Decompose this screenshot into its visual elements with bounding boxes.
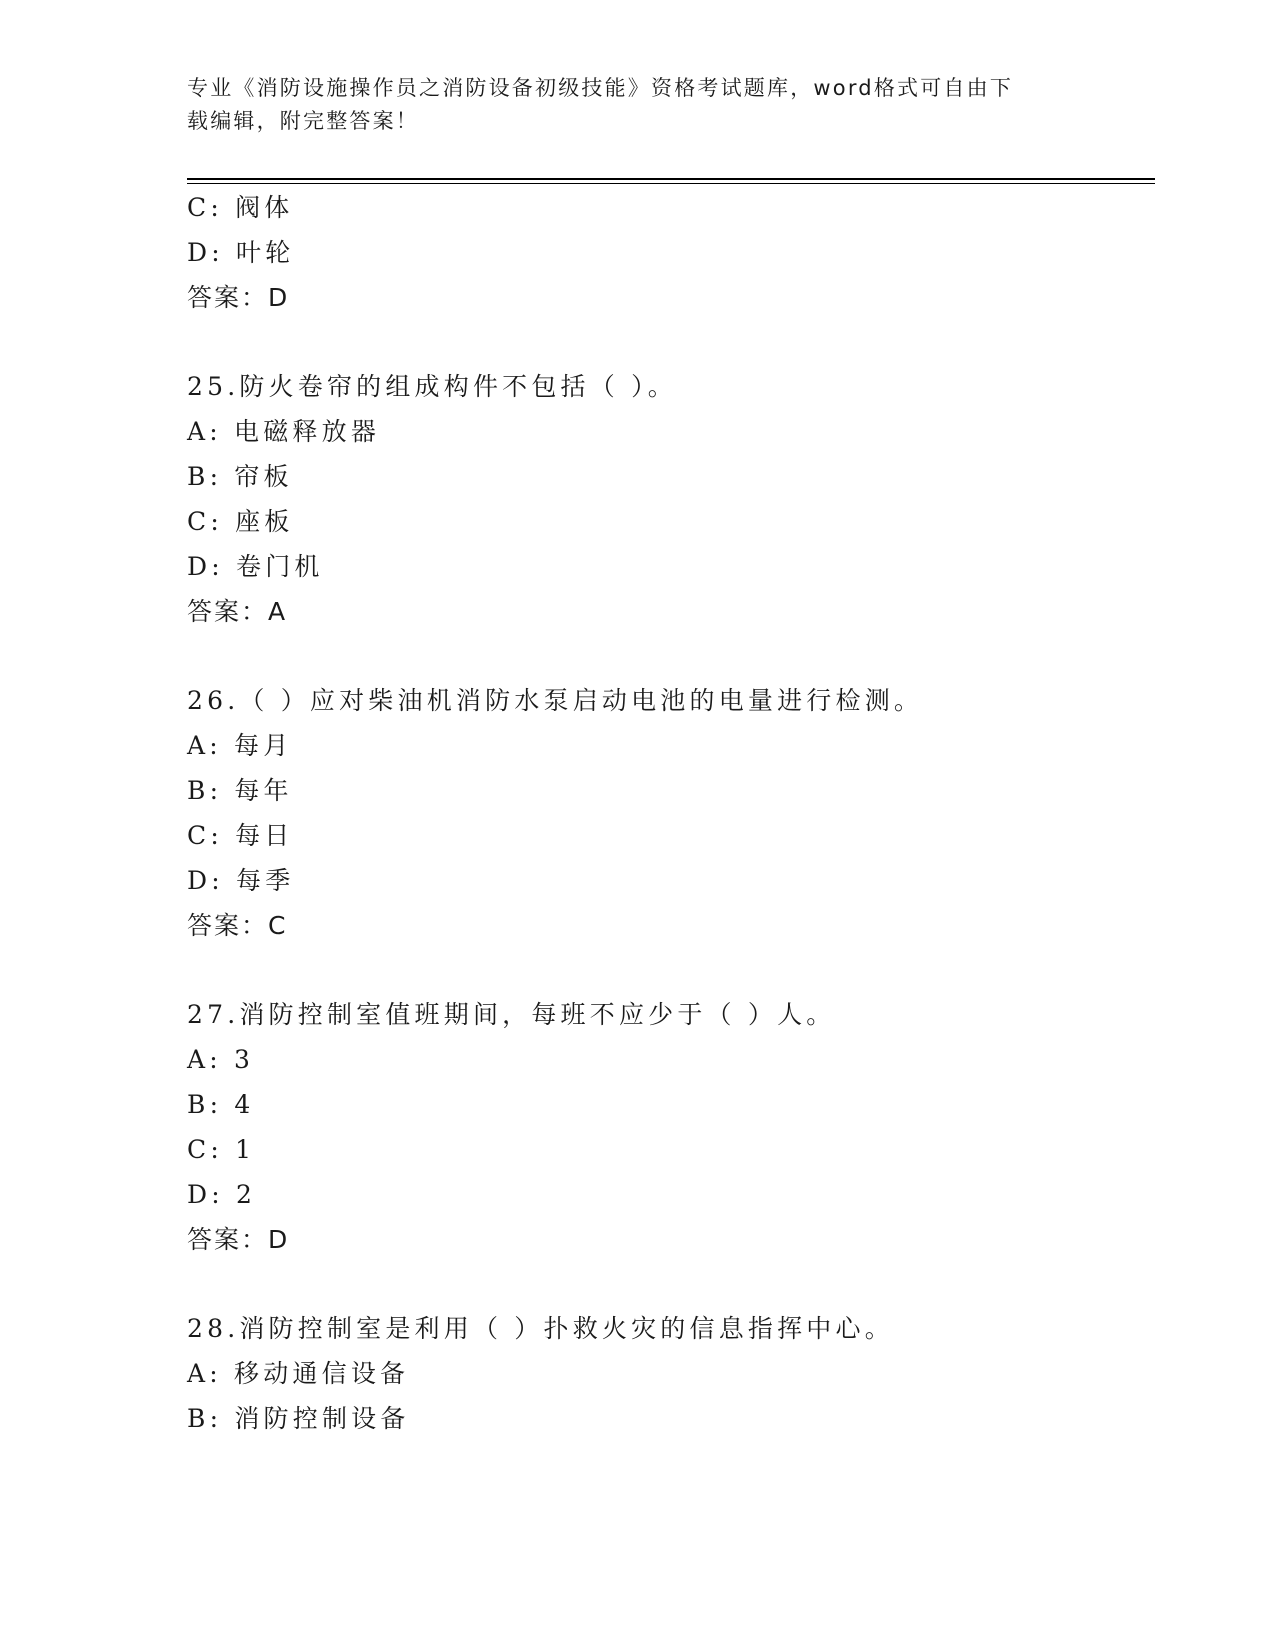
header-rule-thick <box>187 178 1155 180</box>
option-line: A: 移动通信设备 <box>187 1359 410 1388</box>
header-line-2: 载编辑，附完整答案！ <box>187 109 419 133</box>
question-line: 26.（ ）应对柴油机消防水泵启动电池的电量进行检测。 <box>187 686 924 715</box>
answer-line: 答案：A <box>187 597 288 626</box>
option-line: D: 叶轮 <box>187 238 295 267</box>
header-line-1: 专业《消防设施操作员之消防设备初级技能》资格考试题库，word格式可自由下 <box>187 76 1014 100</box>
option-line: C: 座板 <box>187 507 294 536</box>
option-line: A: 每月 <box>187 731 293 760</box>
option-line: D: 每季 <box>187 866 295 895</box>
question-line: 28.消防控制室是利用（ ）扑救火灾的信息指挥中心。 <box>187 1314 894 1343</box>
option-line: B: 4 <box>187 1090 255 1119</box>
option-line: A: 电磁释放器 <box>187 417 381 446</box>
option-line: B: 消防控制设备 <box>187 1404 410 1433</box>
option-line: C: 阀体 <box>187 193 294 222</box>
option-line: C: 每日 <box>187 821 294 850</box>
question-line: 27.消防控制室值班期间，每班不应少于（ ）人。 <box>187 1000 836 1029</box>
answer-line: 答案：D <box>187 283 290 312</box>
question-line: 25.防火卷帘的组成构件不包括（ ）。 <box>187 372 678 401</box>
option-line: B: 每年 <box>187 776 293 805</box>
document-header <box>187 72 1067 138</box>
answer-line: 答案：C <box>187 911 288 940</box>
header-rule-thin <box>187 183 1155 184</box>
option-line: A: 3 <box>187 1045 255 1074</box>
option-line: C: 1 <box>187 1135 256 1164</box>
option-line: D: 2 <box>187 1180 257 1209</box>
answer-line: 答案：D <box>187 1225 290 1254</box>
option-line: B: 帘板 <box>187 462 293 491</box>
option-line: D: 卷门机 <box>187 552 324 581</box>
